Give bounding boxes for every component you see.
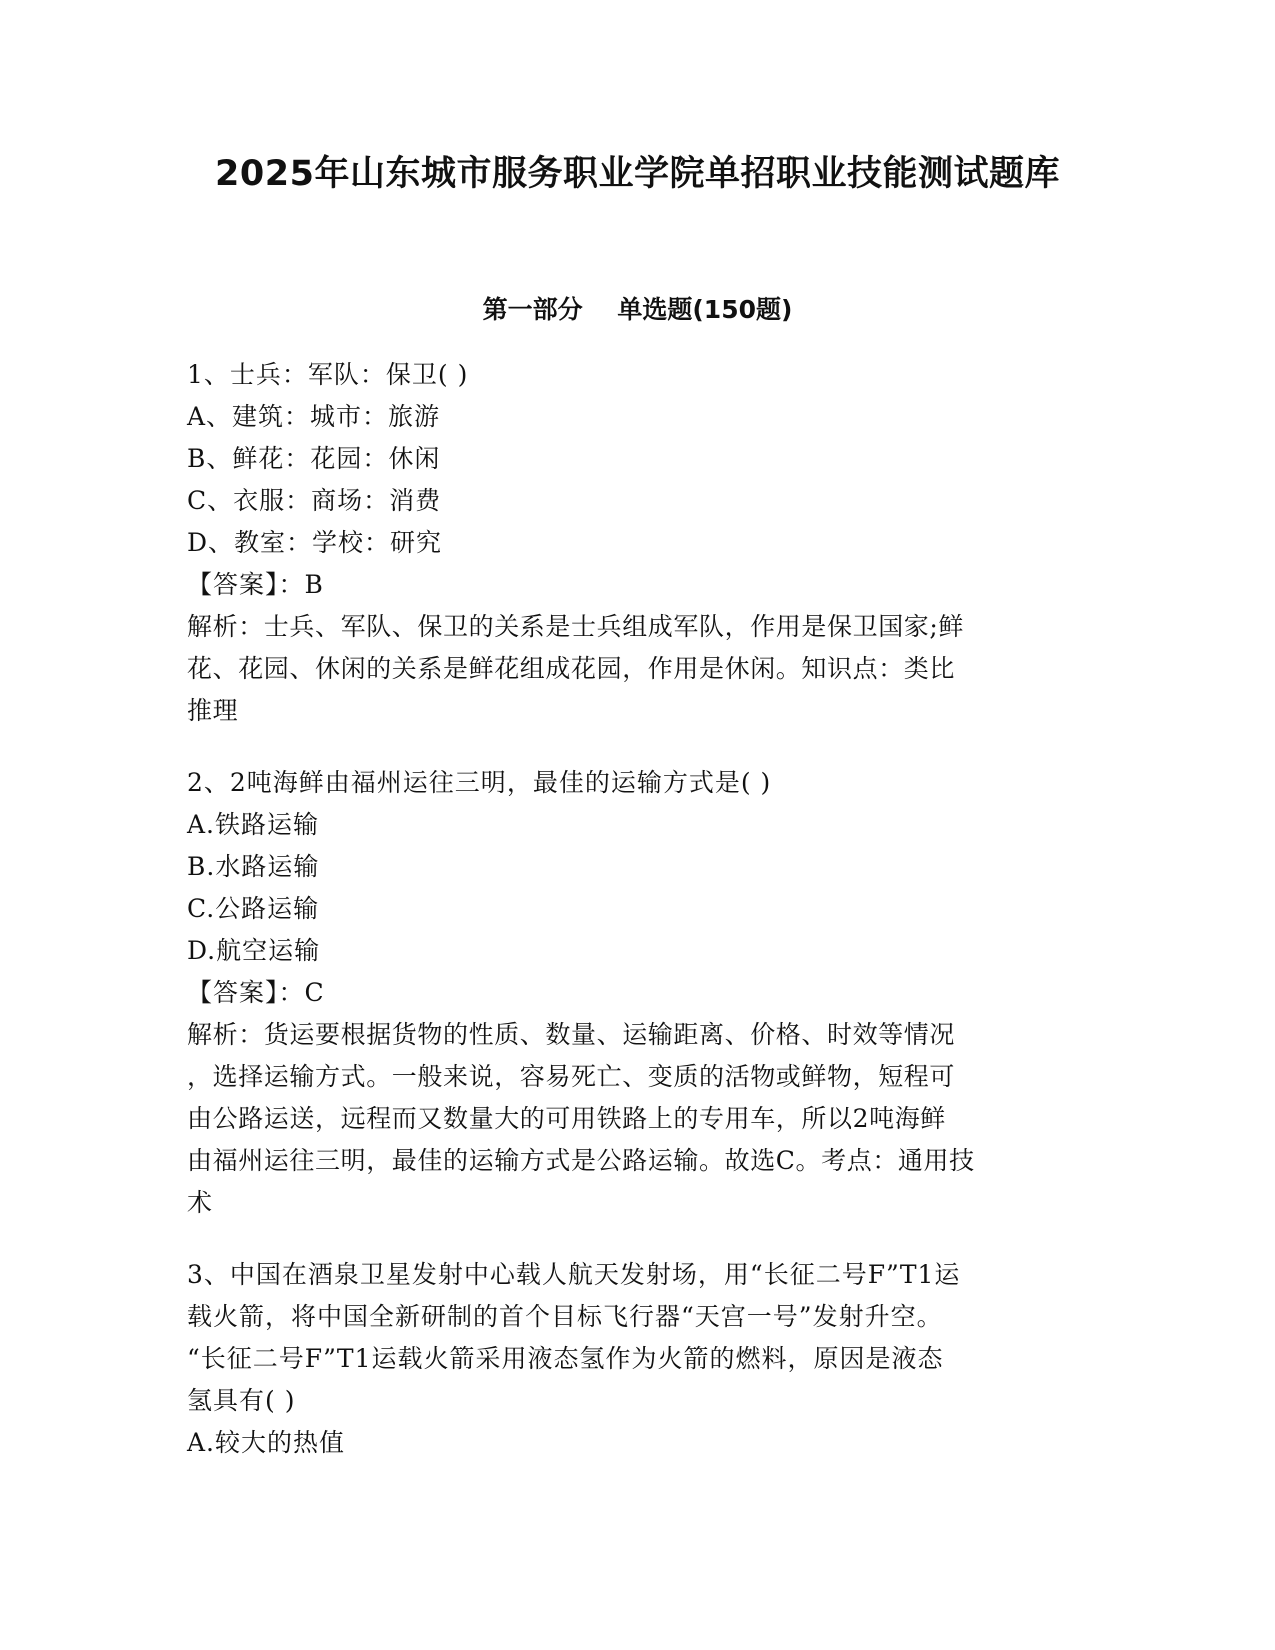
question-3-option-a: A.较大的热值	[187, 1428, 346, 1457]
question-2	[187, 762, 1087, 1224]
question-3-stem-line: 氢具有( )	[187, 1386, 296, 1415]
question-3-stem-line: 载火箭，将中国全新研制的首个目标飞行器“天宫一号”发射升空。	[187, 1302, 943, 1331]
question-1-option-d: D、教室：学校：研究	[187, 528, 443, 557]
question-2-answer: 【答案】：C	[187, 978, 325, 1007]
question-1-option-a: A、建筑：城市：旅游	[187, 402, 441, 431]
question-1-option-c: C、衣服：商场：消费	[187, 486, 442, 515]
question-2-analysis-line: 解析：货运要根据货物的性质、数量、运输距离、价格、时效等情况	[187, 1020, 956, 1049]
document-title: 2025年山东城市服务职业学院单招职业技能测试题库	[215, 154, 1060, 194]
question-3	[187, 1254, 1087, 1464]
question-2-option-d: D.航空运输	[187, 936, 321, 965]
question-2-analysis-line: ，选择运输方式。一般来说，容易死亡、变质的活物或鲜物，短程可	[187, 1062, 956, 1091]
question-1-analysis-line: 花、花园、休闲的关系是鲜花组成花园，作用是休闲。知识点：类比	[187, 654, 956, 683]
question-1-stem: 1、士兵：军队：保卫( )	[187, 360, 469, 389]
question-2-analysis-line: 由公路运送，远程而又数量大的可用铁路上的专用车，所以2吨海鲜	[187, 1104, 946, 1133]
question-1-analysis-line: 推理	[187, 696, 239, 725]
question-2-option-a: A.铁路运输	[187, 810, 320, 839]
question-list	[187, 354, 1087, 1494]
section-title: 第一部分 单选题(150题)	[482, 295, 793, 324]
question-2-analysis-line: 术	[187, 1188, 213, 1217]
question-1	[187, 354, 1087, 732]
question-1-analysis-line: 解析：士兵、军队、保卫的关系是士兵组成军队，作用是保卫国家;鲜	[187, 612, 965, 641]
question-2-option-b: B.水路运输	[187, 852, 320, 881]
question-2-option-c: C.公路运输	[187, 894, 320, 923]
question-1-answer: 【答案】：B	[187, 570, 324, 599]
question-3-stem-line: 3、中国在酒泉卫星发射中心载人航天发射场，用“长征二号F”T1运	[187, 1260, 961, 1289]
question-2-stem: 2、2吨海鲜由福州运往三明，最佳的运输方式是( )	[187, 768, 772, 797]
question-1-option-b: B、鲜花：花园：休闲	[187, 444, 441, 473]
question-3-stem-line: “长征二号F”T1运载火箭采用液态氢作为火箭的燃料，原因是液态	[187, 1344, 944, 1373]
question-2-analysis-line: 由福州运往三明，最佳的运输方式是公路运输。故选C。考点：通用技	[187, 1146, 975, 1175]
